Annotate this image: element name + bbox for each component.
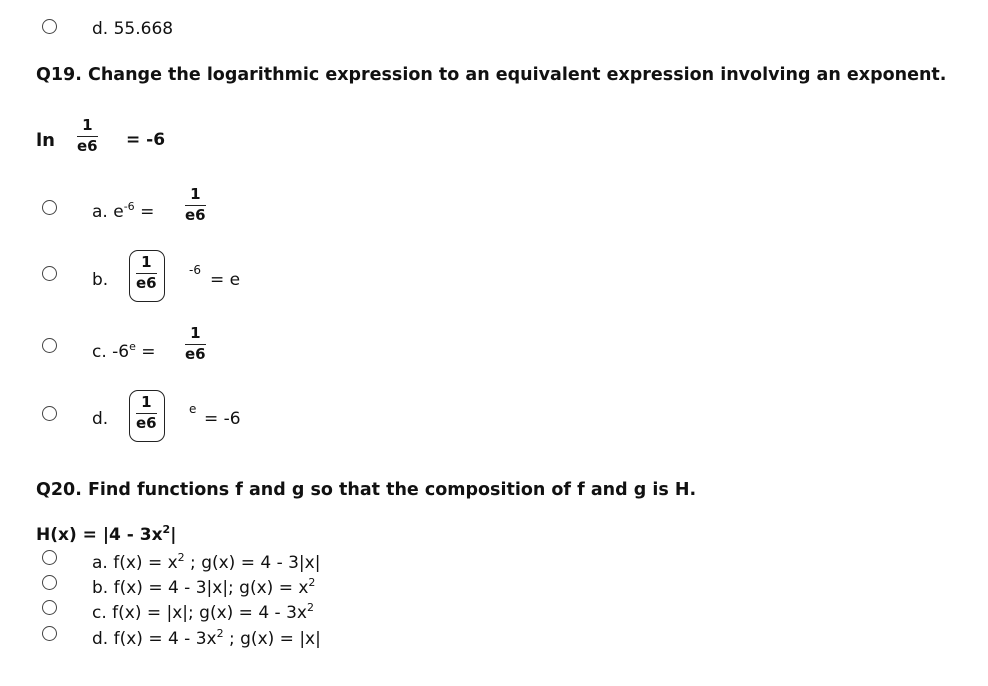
q19-fraction	[77, 118, 98, 154]
q20-option-c-radio[interactable]	[42, 600, 57, 615]
q19-option-d-label: d.	[92, 409, 109, 429]
q19-option-d-rhs: = -6	[204, 409, 241, 429]
q19-option-c-radio[interactable]	[42, 338, 57, 353]
q20-option-d-radio[interactable]	[42, 626, 57, 641]
q20-option-a-radio[interactable]	[42, 550, 57, 565]
q19-fraction-num: 1	[82, 116, 93, 134]
prev-option-d-label: d. 55.668	[92, 19, 174, 39]
prev-option-d-radio[interactable]	[42, 19, 57, 34]
q20-option-c: c. f(x) = |x|; $g(x) = 4 - 3x^2$	[92, 601, 314, 623]
q19-option-b-radio[interactable]	[42, 266, 57, 281]
q19-option-b-rhs: = e	[210, 270, 241, 290]
q19-option-a: a. $e^{-6}$ =	[92, 200, 155, 222]
q20-option-b-radio[interactable]	[42, 575, 57, 590]
q19-option-c: c. -6e =	[92, 340, 156, 362]
q19-rhs: = -6	[126, 130, 166, 150]
q20-h-expression: $H(x) = |4 - 3x^2|$	[36, 523, 177, 545]
q19-option-b-fraction: 1 e6	[136, 253, 157, 292]
q19-option-a-fraction: 1 e6	[185, 185, 206, 224]
q19-option-b-exp: -6	[189, 263, 201, 277]
q19-ln: ln	[36, 130, 55, 151]
q19-option-d-radio[interactable]	[42, 406, 57, 421]
q19-option-a-radio[interactable]	[42, 200, 57, 215]
q19-option-b-label: b.	[92, 270, 109, 290]
q20-option-d: d. $f(x) = 4 - 3x^2$ ; g(x) = |x|	[92, 627, 321, 649]
q19-option-d-fraction: 1 e6	[136, 393, 157, 432]
q19-title: Q19. Change the logarithmic expression to an equivalent expression involving an exponent.	[36, 65, 947, 85]
q20-title: Q20. Find functions f and g so that the composition of f and g is H.	[36, 480, 697, 500]
q19-fraction-den: e6	[77, 137, 98, 155]
q19-option-c-fraction: 1 e6	[185, 324, 206, 363]
q19-option-d-exp: e	[189, 402, 197, 416]
q20-option-b: b. f(x) = 4 - 3|x|; $g(x) = x^2$	[92, 576, 316, 598]
q20-option-a: a. $f(x) = x^2$ ; g(x) = 4 - 3|x|	[92, 551, 321, 573]
